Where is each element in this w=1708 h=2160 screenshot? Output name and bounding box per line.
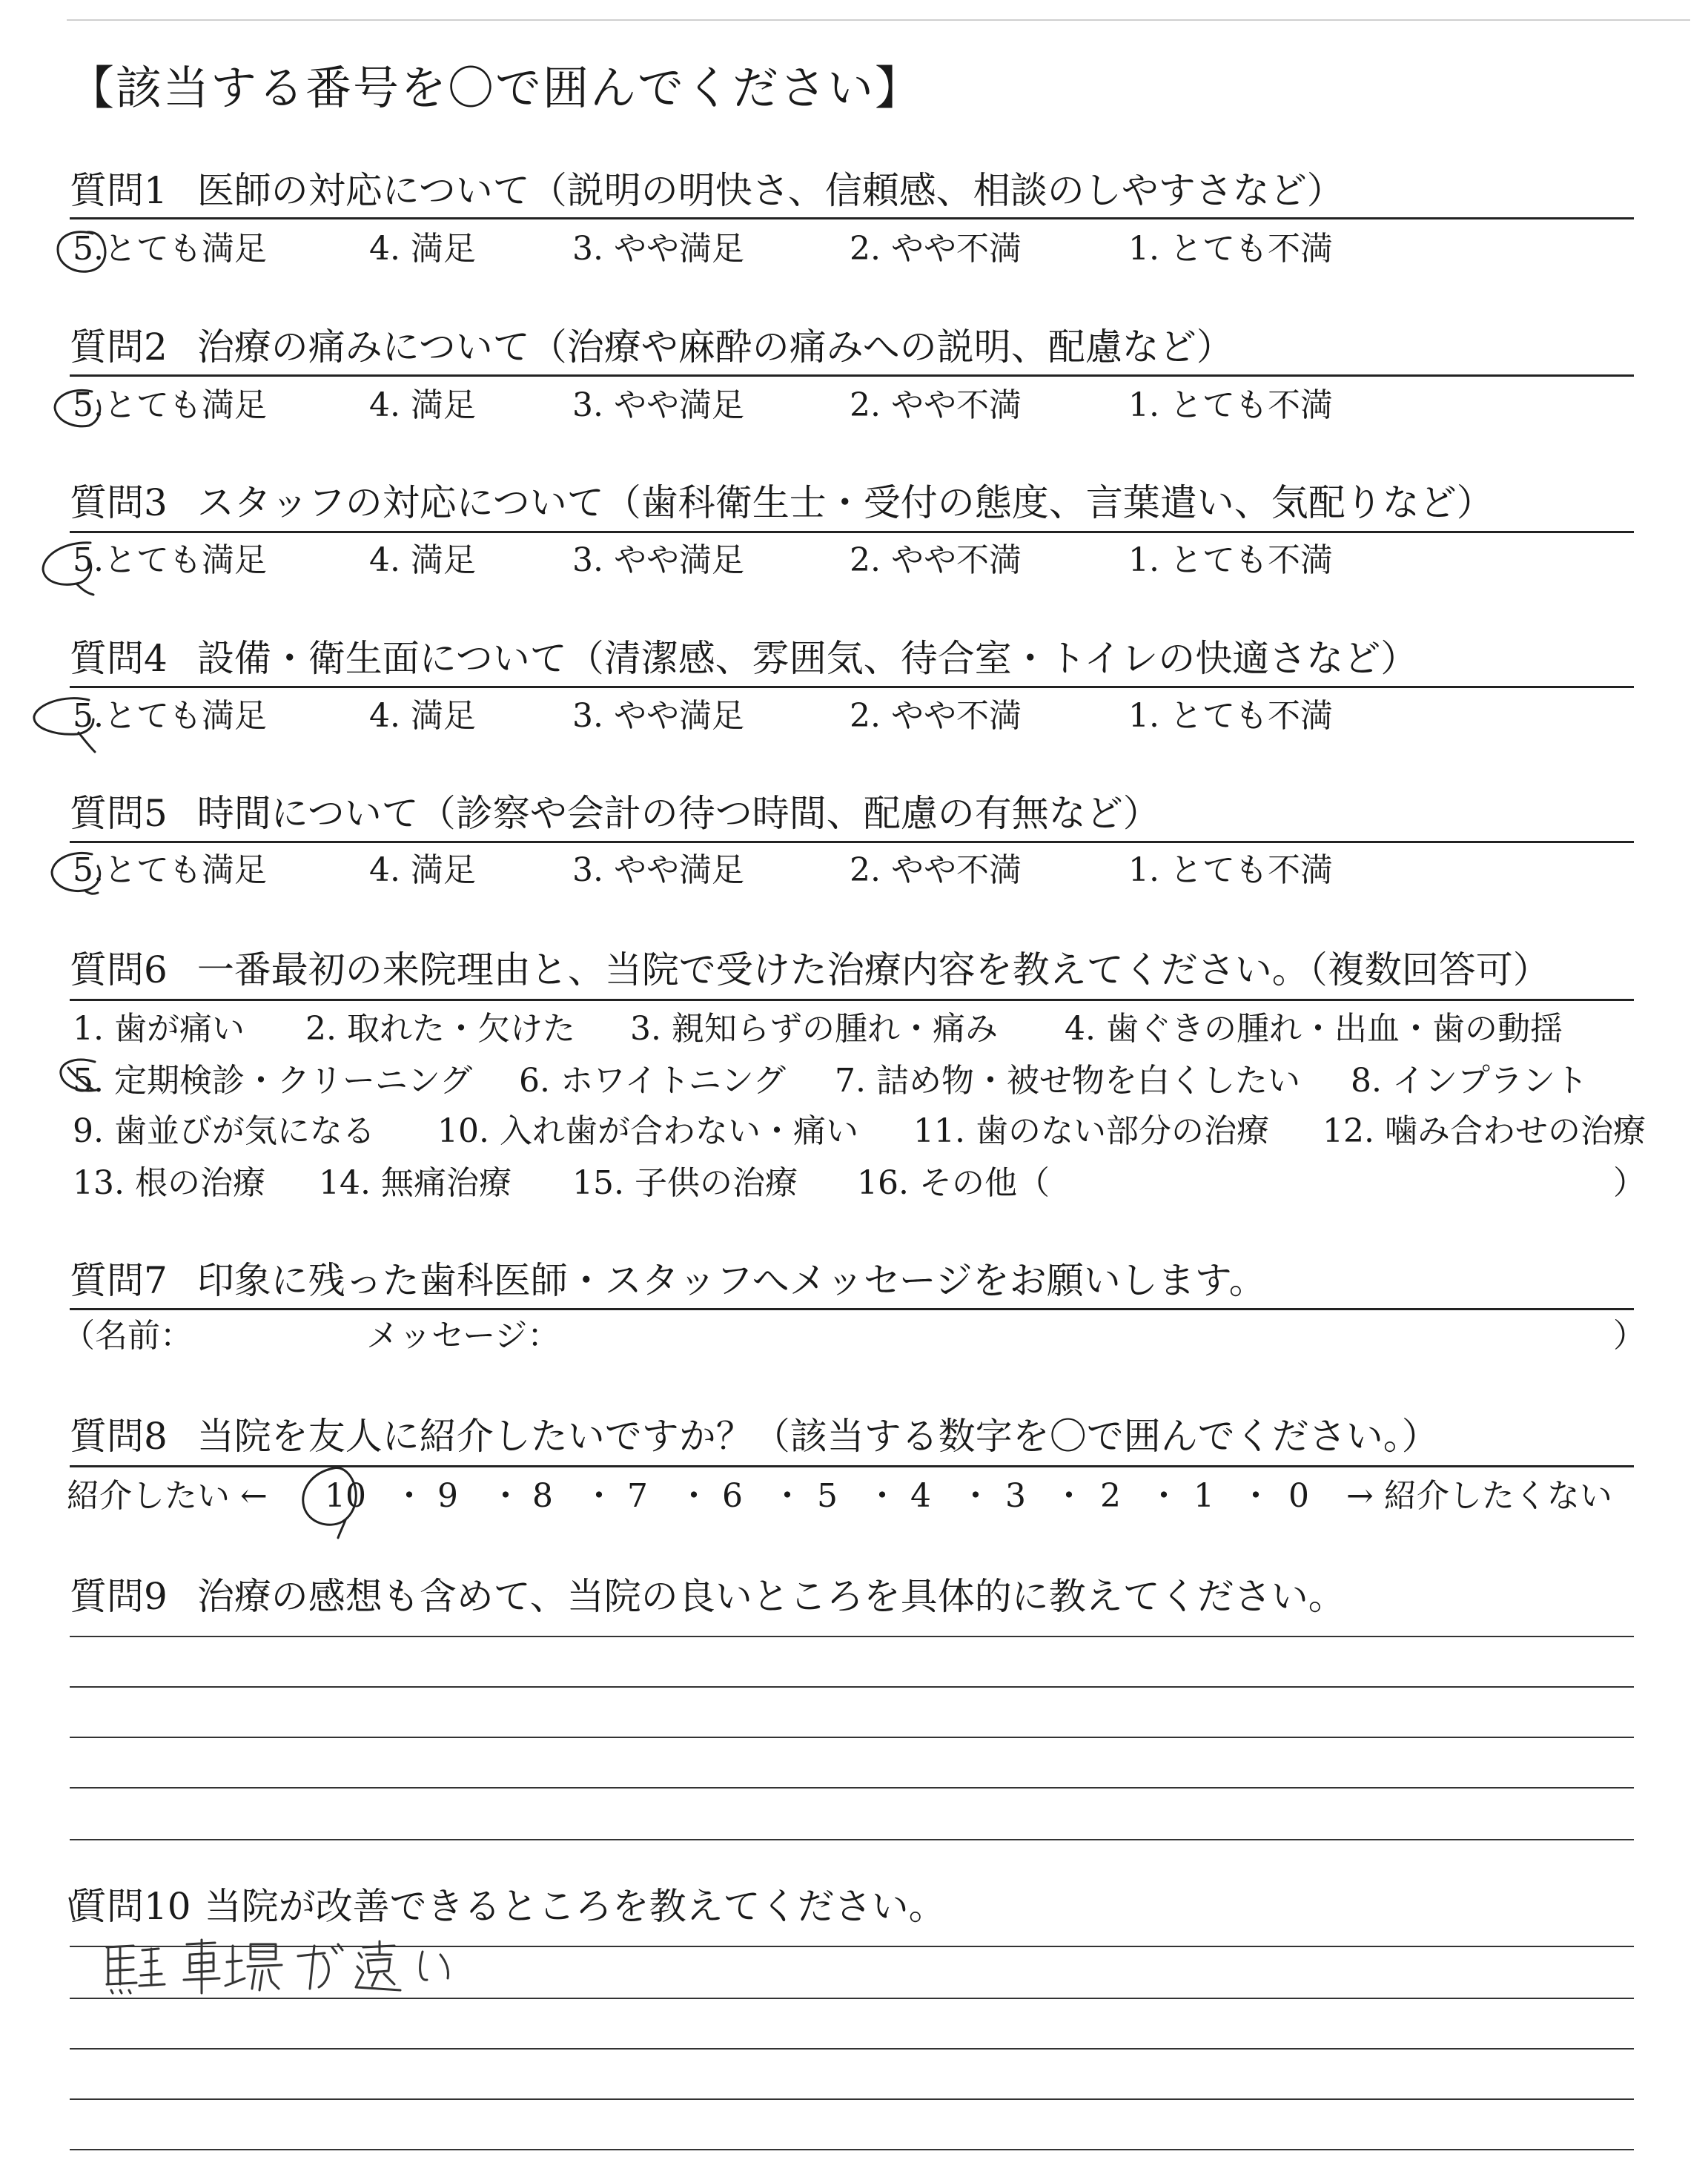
question-6-title bbox=[70, 948, 1550, 991]
q6-option-13[interactable]: 13. 根の治療 bbox=[73, 1164, 265, 1202]
q1-option-5[interactable]: 5.とても満足 bbox=[73, 230, 267, 268]
question-5-rule bbox=[70, 841, 1634, 843]
question-1-rule bbox=[70, 217, 1634, 219]
q8-score-8[interactable]: 8 bbox=[532, 1477, 553, 1515]
q9-writing-line[interactable] bbox=[70, 1737, 1634, 1738]
q3-option-1[interactable]: 1. とても不満 bbox=[1128, 541, 1333, 579]
q3-option-5[interactable]: 5.とても満足 bbox=[73, 541, 267, 579]
q4-option-5[interactable]: 5.とても満足 bbox=[73, 697, 267, 735]
q8-separator: ・ bbox=[866, 1477, 898, 1515]
q8-separator: ・ bbox=[1053, 1477, 1085, 1515]
q8-score-9[interactable]: 9 bbox=[437, 1477, 458, 1515]
q10-writing-line[interactable] bbox=[70, 2149, 1634, 2150]
q2-option-3[interactable]: 3. やや満足 bbox=[572, 386, 744, 424]
q9-writing-line[interactable] bbox=[70, 1686, 1634, 1688]
q8-score-0[interactable]: 0 bbox=[1288, 1477, 1309, 1515]
q3-option-2[interactable]: 2. やや不満 bbox=[850, 541, 1022, 579]
q1-option-2[interactable]: 2. やや不満 bbox=[850, 230, 1022, 268]
question-3-rule bbox=[70, 531, 1634, 533]
question-2-rule bbox=[70, 374, 1634, 377]
q6-option-8[interactable]: 8. インプラント bbox=[1351, 1062, 1588, 1100]
q2-option-1[interactable]: 1. とても不満 bbox=[1128, 386, 1333, 424]
question-label: 質問1 bbox=[70, 169, 168, 212]
q8-score-5[interactable]: 5 bbox=[817, 1477, 838, 1515]
question-label: 質問4 bbox=[70, 637, 168, 680]
q6-option-3[interactable]: 3. 親知らずの腫れ・痛み bbox=[630, 1010, 998, 1048]
question-text: 当院を友人に紹介したいですか？（該当する数字を〇で囲んでください。） bbox=[196, 1415, 1439, 1458]
q6-other-close-paren: ） bbox=[1613, 1164, 1646, 1202]
question-6-rule bbox=[70, 999, 1634, 1001]
q8-separator: ・ bbox=[583, 1477, 615, 1515]
q8-score-4[interactable]: 4 bbox=[910, 1477, 931, 1515]
q6-option-14[interactable]: 14. 無痛治療 bbox=[319, 1164, 512, 1202]
question-8-title bbox=[70, 1415, 1439, 1458]
q8-separator: ・ bbox=[959, 1477, 992, 1515]
question-9-title bbox=[70, 1575, 1345, 1618]
q2-option-5[interactable]: 5.とても満足 bbox=[73, 386, 267, 424]
question-label: 質問5 bbox=[70, 792, 168, 835]
question-4-rule bbox=[70, 686, 1634, 688]
q8-separator: ・ bbox=[393, 1477, 426, 1515]
q4-option-4[interactable]: 4. 満足 bbox=[369, 697, 476, 735]
q10-writing-line[interactable] bbox=[70, 2098, 1634, 2100]
q5-option-4[interactable]: 4. 満足 bbox=[369, 851, 476, 889]
q8-separator: ・ bbox=[771, 1477, 804, 1515]
q8-separator: ・ bbox=[678, 1477, 710, 1515]
page-top-rule bbox=[67, 19, 1690, 21]
q8-score-2[interactable]: 2 bbox=[1100, 1477, 1121, 1515]
q6-option-11[interactable]: 11. 歯のない部分の治療 bbox=[913, 1112, 1269, 1150]
q6-option-15[interactable]: 15. 子供の治療 bbox=[572, 1164, 798, 1202]
question-10-title bbox=[70, 1885, 946, 1928]
q5-option-5[interactable]: 5.とても満足 bbox=[73, 851, 267, 889]
q3-option-3[interactable]: 3. やや満足 bbox=[572, 541, 744, 579]
q1-option-1[interactable]: 1. とても不満 bbox=[1128, 230, 1333, 268]
q8-score-3[interactable]: 3 bbox=[1005, 1477, 1026, 1515]
question-text: 医師の対応について（説明の明快さ、信頼感、相談のしやすさなど） bbox=[196, 169, 1344, 212]
q6-option-2[interactable]: 2. 取れた・欠けた bbox=[305, 1010, 575, 1048]
q5-option-2[interactable]: 2. やや不満 bbox=[850, 851, 1022, 889]
q8-score-6[interactable]: 6 bbox=[722, 1477, 743, 1515]
q6-option-5[interactable]: 5. 定期検診・クリーニング bbox=[73, 1062, 473, 1100]
q8-separator: ・ bbox=[1148, 1477, 1180, 1515]
q4-option-2[interactable]: 2. やや不満 bbox=[850, 697, 1022, 735]
q3-option-4[interactable]: 4. 満足 bbox=[369, 541, 476, 579]
q8-left-label: 紹介したい ← bbox=[67, 1477, 268, 1515]
question-8-rule bbox=[70, 1465, 1634, 1467]
question-text: 印象に残った歯科医師・スタッフへメッセージをお願いします。 bbox=[196, 1259, 1266, 1302]
q9-writing-line[interactable] bbox=[70, 1636, 1634, 1637]
q7-name-label: （名前： bbox=[62, 1317, 193, 1355]
q8-score-7[interactable]: 7 bbox=[627, 1477, 648, 1515]
q4-option-3[interactable]: 3. やや満足 bbox=[572, 697, 744, 735]
q6-option-9[interactable]: 9. 歯並びが気になる bbox=[73, 1112, 375, 1150]
q8-separator: ・ bbox=[1239, 1477, 1272, 1515]
question-text: 設備・衛生面について（清潔感、雰囲気、待合室・トイレの快適さなど） bbox=[196, 637, 1418, 680]
question-label: 質問3 bbox=[70, 481, 168, 524]
q8-separator: ・ bbox=[489, 1477, 522, 1515]
question-text: 治療の痛みについて（治療や麻酔の痛みへの説明、配慮など） bbox=[196, 326, 1234, 369]
question-text: 治療の感想も含めて、当院の良いところを具体的に教えてください。 bbox=[196, 1575, 1345, 1618]
handwriting-sketch bbox=[104, 1937, 489, 1996]
question-text: 当院が改善できるところを教えてください。 bbox=[204, 1885, 946, 1928]
q6-option-4[interactable]: 4. 歯ぐきの腫れ・出血・歯の動揺 bbox=[1065, 1010, 1563, 1048]
q10-handwritten-answer bbox=[104, 1937, 489, 1999]
question-label: 質問8 bbox=[70, 1415, 168, 1458]
q6-option-16[interactable]: 16. その他（ bbox=[857, 1164, 1050, 1202]
q5-option-3[interactable]: 3. やや満足 bbox=[572, 851, 744, 889]
question-5-title bbox=[70, 792, 1160, 835]
q5-option-1[interactable]: 1. とても不満 bbox=[1128, 851, 1333, 889]
question-3-title bbox=[70, 481, 1494, 524]
q9-writing-line[interactable] bbox=[70, 1787, 1634, 1789]
question-text: 一番最初の来院理由と、当院で受けた治療内容を教えてください。（複数回答可） bbox=[196, 948, 1550, 991]
question-label: 質問10 bbox=[70, 1885, 191, 1928]
question-1-title bbox=[70, 169, 1344, 212]
q6-option-1[interactable]: 1. 歯が痛い bbox=[73, 1010, 245, 1048]
q6-option-10[interactable]: 10. 入れ歯が合わない・痛い bbox=[437, 1112, 858, 1150]
question-label: 質問9 bbox=[70, 1575, 168, 1618]
q1-option-4[interactable]: 4. 満足 bbox=[369, 230, 476, 268]
question-label: 質問7 bbox=[70, 1259, 168, 1302]
question-label: 質問6 bbox=[70, 948, 168, 991]
q7-message-label: メッセージ： bbox=[366, 1317, 560, 1355]
q2-option-2[interactable]: 2. やや不満 bbox=[850, 386, 1022, 424]
question-2-title bbox=[70, 326, 1234, 369]
q6-option-7[interactable]: 7. 詰め物・被せ物を白くしたい bbox=[835, 1062, 1300, 1100]
q1-option-3[interactable]: 3. やや満足 bbox=[572, 230, 744, 268]
q8-score-10[interactable]: 10 bbox=[325, 1477, 366, 1515]
q10-writing-line[interactable] bbox=[70, 2048, 1634, 2050]
q6-option-12[interactable]: 12. 噛み合わせの治療 bbox=[1323, 1112, 1646, 1150]
question-7-rule bbox=[70, 1308, 1634, 1310]
q2-option-4[interactable]: 4. 満足 bbox=[369, 386, 476, 424]
question-label: 質問2 bbox=[70, 326, 168, 369]
q6-option-6[interactable]: 6. ホワイトニング bbox=[519, 1062, 787, 1100]
question-7-title bbox=[70, 1259, 1266, 1302]
question-text: 時間について（診察や会計の待つ時間、配慮の有無など） bbox=[196, 792, 1160, 835]
question-4-title bbox=[70, 637, 1418, 680]
q8-score-1[interactable]: 1 bbox=[1194, 1477, 1214, 1515]
q7-close-paren: ） bbox=[1613, 1317, 1646, 1355]
question-text: スタッフの対応について（歯科衛生士・受付の態度、言葉遣い、気配りなど） bbox=[196, 481, 1494, 524]
q4-option-1[interactable]: 1. とても不満 bbox=[1128, 697, 1333, 735]
form-instructions: 【該当する番号を〇で囲んでください】 bbox=[68, 61, 923, 115]
q8-right-label: → 紹介したくない bbox=[1346, 1477, 1612, 1515]
q9-writing-line[interactable] bbox=[70, 1839, 1634, 1840]
